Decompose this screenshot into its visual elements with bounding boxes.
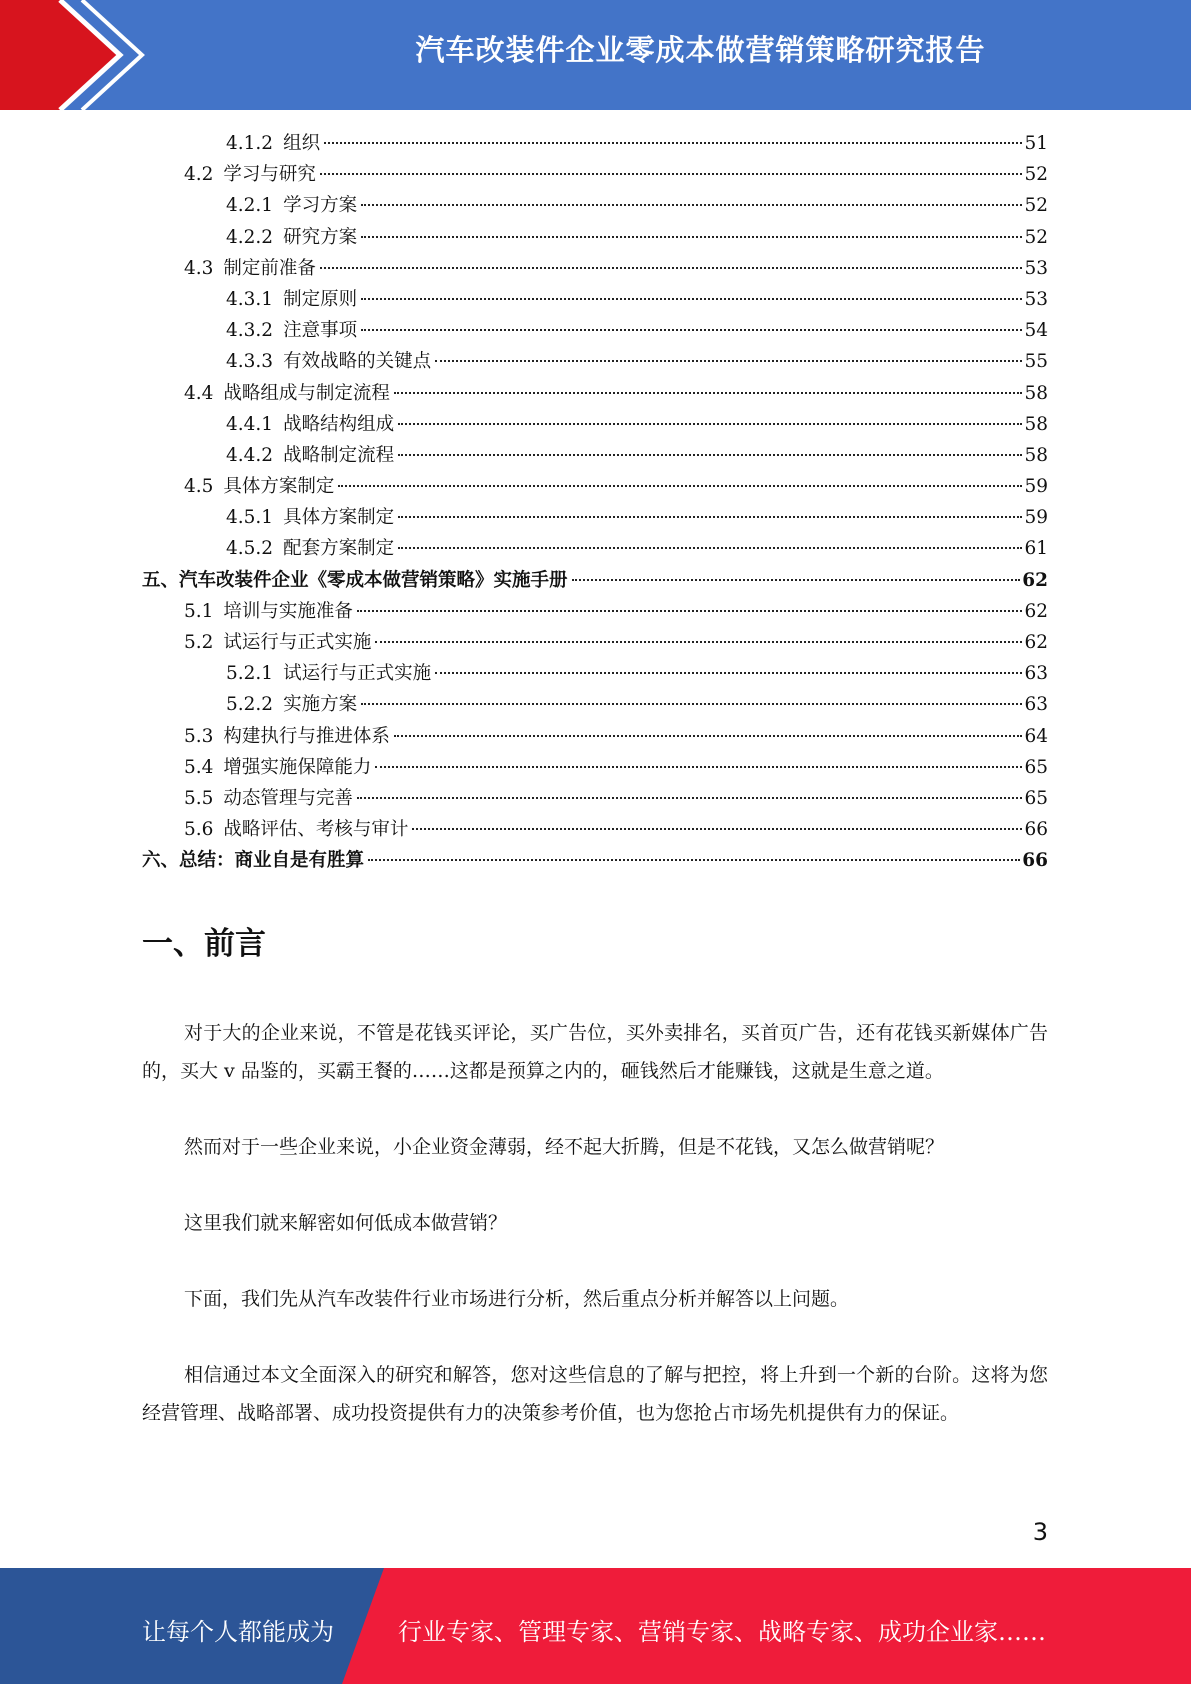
toc-entry-title: 战略组成与制定流程 bbox=[223, 382, 390, 404]
toc-entry[interactable] bbox=[142, 222, 1048, 253]
toc-entry-number: 5.3 bbox=[184, 725, 214, 747]
toc-entry-number: 五、 bbox=[142, 569, 180, 591]
toc-entry-page: 65 bbox=[1024, 787, 1048, 809]
toc-entry-title: 试运行与正式实施 bbox=[283, 663, 432, 685]
toc-dot-leader bbox=[361, 329, 1022, 331]
toc-entry-page: 63 bbox=[1024, 663, 1048, 685]
toc-entry-title: 学习与研究 bbox=[223, 164, 316, 186]
toc-entry[interactable] bbox=[142, 845, 1048, 876]
footer-slogan-right: 行业专家、管理专家、营销专家、战略专家、成功企业家…… bbox=[398, 1618, 1046, 1646]
toc-entry[interactable] bbox=[142, 471, 1048, 502]
toc-entry-title: 动态管理与完善 bbox=[223, 787, 353, 809]
toc-entry-number: 5.6 bbox=[184, 819, 214, 841]
toc-dot-leader bbox=[324, 142, 1022, 144]
toc-entry-title: 有效战略的关键点 bbox=[283, 351, 432, 373]
toc-entry-title: 战略制定流程 bbox=[283, 444, 395, 466]
toc-entry[interactable] bbox=[142, 658, 1048, 689]
toc-entry[interactable] bbox=[142, 783, 1048, 814]
toc-entry[interactable] bbox=[142, 565, 1048, 596]
toc-dot-leader bbox=[368, 859, 1020, 861]
toc-entry-title: 增强实施保障能力 bbox=[223, 756, 372, 778]
toc-entry[interactable] bbox=[142, 752, 1048, 783]
toc-entry-page: 51 bbox=[1024, 133, 1048, 154]
body-paragraph: 这里我们就来解密如何低成本做营销？ bbox=[184, 1212, 508, 1234]
toc-entry-page: 66 bbox=[1024, 819, 1048, 841]
toc-entry[interactable] bbox=[142, 190, 1048, 221]
toc-entry-title: 配套方案制定 bbox=[283, 538, 395, 560]
toc-entry[interactable] bbox=[142, 284, 1048, 315]
toc-entry[interactable] bbox=[142, 689, 1048, 720]
toc-dot-leader bbox=[435, 360, 1022, 362]
toc-entry-page: 58 bbox=[1024, 413, 1048, 435]
toc-entry-number: 4.5.1 bbox=[226, 507, 274, 529]
body-paragraph: 下面，我们先从汽车改装件行业市场进行分析，然后重点分析并解答以上问题。 bbox=[184, 1288, 850, 1310]
toc-entry-page: 66 bbox=[1022, 850, 1048, 872]
toc-entry-page: 54 bbox=[1024, 320, 1048, 342]
toc-entry-page: 55 bbox=[1024, 351, 1048, 373]
toc-entry-page: 52 bbox=[1024, 164, 1048, 186]
toc-entry-title: 制定原则 bbox=[283, 288, 358, 310]
toc-entry-number: 4.4.1 bbox=[226, 413, 274, 435]
toc-entry-number: 4.3.2 bbox=[226, 320, 274, 342]
toc-entry-number: 5.4 bbox=[184, 756, 214, 778]
toc-entry-title: 战略评估、考核与审计 bbox=[223, 819, 409, 841]
toc-dot-leader bbox=[361, 236, 1022, 238]
toc-entry[interactable] bbox=[142, 378, 1048, 409]
toc-dot-leader bbox=[357, 610, 1023, 612]
toc-entry-title: 总结：商业自是有胜算 bbox=[179, 850, 365, 872]
toc-entry-title: 研究方案 bbox=[283, 226, 358, 248]
toc-entry[interactable] bbox=[142, 502, 1048, 533]
toc-entry-page: 64 bbox=[1024, 725, 1048, 747]
toc-dot-leader bbox=[375, 641, 1022, 643]
toc-entry-title: 具体方案制定 bbox=[223, 476, 335, 498]
toc-entry-title: 培训与实施准备 bbox=[223, 600, 353, 622]
toc-entry-page: 58 bbox=[1024, 444, 1048, 466]
body-paragraph: 对于大的企业来说，不管是花钱买评论，买广告位，买外卖排名，买首页广告，还有花钱买新媒体广告的，买大 v 品鉴的，买霸王餐的……这都是预算之内的，砸钱然后才能赚钱，这就是生意之道。 bbox=[142, 1022, 1048, 1082]
page-footer bbox=[0, 1568, 1191, 1684]
toc-entry[interactable] bbox=[142, 253, 1048, 284]
toc-entry[interactable] bbox=[142, 315, 1048, 346]
toc-entry-title: 制定前准备 bbox=[223, 257, 316, 279]
toc-entry-page: 62 bbox=[1024, 632, 1048, 653]
toc-entry-number: 5.2 bbox=[184, 632, 214, 653]
toc-entry-page: 53 bbox=[1024, 257, 1048, 279]
page-number: 3 bbox=[1032, 1518, 1048, 1546]
section-body bbox=[142, 1014, 1048, 1470]
toc-entry-title: 战略结构组成 bbox=[283, 413, 395, 435]
toc-dot-leader bbox=[398, 423, 1022, 425]
toc-entry-page: 59 bbox=[1024, 507, 1048, 529]
toc-entry-number: 4.2.1 bbox=[226, 195, 274, 217]
toc-dot-leader bbox=[398, 454, 1022, 456]
toc-entry-page: 59 bbox=[1024, 476, 1048, 498]
body-paragraph: 然而对于一些企业来说，小企业资金薄弱，经不起大折腾，但是不花钱，又怎么做营销呢？ bbox=[184, 1136, 945, 1158]
toc-entry-number: 4.2 bbox=[184, 164, 214, 186]
toc-entry[interactable] bbox=[142, 409, 1048, 440]
toc-entry-title: 汽车改装件企业《零成本做营销策略》实施手册 bbox=[179, 569, 568, 591]
toc-dot-leader bbox=[375, 766, 1022, 768]
toc-entry[interactable] bbox=[142, 159, 1048, 190]
toc-entry-number: 4.4 bbox=[184, 382, 214, 404]
report-title: 汽车改装件企业零成本做营销策略研究报告 bbox=[415, 33, 986, 67]
toc-dot-leader bbox=[361, 298, 1022, 300]
toc-dot-leader bbox=[572, 579, 1021, 581]
toc-entry-number: 4.5 bbox=[184, 476, 214, 498]
toc-entry-number: 4.1.2 bbox=[226, 133, 274, 154]
toc-entry-number: 4.3.1 bbox=[226, 288, 274, 310]
toc-dot-leader bbox=[361, 204, 1022, 206]
toc-entry-number: 5.2.1 bbox=[226, 663, 274, 685]
toc-entry-page: 61 bbox=[1024, 538, 1048, 560]
toc-entry[interactable] bbox=[142, 346, 1048, 377]
toc-dot-leader bbox=[361, 703, 1022, 705]
toc-entry-page: 53 bbox=[1024, 288, 1048, 310]
toc-entry-number: 4.4.2 bbox=[226, 444, 274, 466]
toc-dot-leader bbox=[320, 267, 1023, 269]
toc-entry[interactable] bbox=[142, 440, 1048, 471]
toc-entry-title: 实施方案 bbox=[283, 694, 358, 716]
toc-dot-leader bbox=[398, 516, 1022, 518]
toc-entry-title: 组织 bbox=[283, 133, 321, 154]
toc-entry-title: 注意事项 bbox=[283, 320, 358, 342]
toc-entry-number: 4.3.3 bbox=[226, 351, 274, 373]
toc-dot-leader bbox=[320, 173, 1023, 175]
toc-entry-page: 52 bbox=[1024, 195, 1048, 217]
body-paragraph: 相信通过本文全面深入的研究和解答，您对这些信息的了解与把控，将上升到一个新的台阶。这将为您经营管理、战略部署、成功投资提供有力的决策参考价值，也为您抢占市场先机提供有力的保证。 bbox=[142, 1364, 1048, 1424]
toc-entry-page: 63 bbox=[1024, 694, 1048, 716]
toc-entry-page: 62 bbox=[1024, 600, 1048, 622]
toc-dot-leader bbox=[394, 735, 1023, 737]
toc-entry[interactable] bbox=[142, 721, 1048, 752]
toc-entry-number: 4.5.2 bbox=[226, 538, 274, 560]
toc-entry-title: 试运行与正式实施 bbox=[223, 632, 372, 653]
toc-dot-leader bbox=[357, 797, 1023, 799]
toc-entry-title: 具体方案制定 bbox=[283, 507, 395, 529]
toc-entry-title: 学习方案 bbox=[283, 195, 358, 217]
toc-entry[interactable] bbox=[142, 627, 1048, 658]
toc-entry-page: 65 bbox=[1024, 756, 1048, 778]
toc-dot-leader bbox=[412, 828, 1022, 830]
toc-entry-number: 5.2.2 bbox=[226, 694, 274, 716]
page-header bbox=[0, 0, 1191, 110]
toc-entry-number: 5.1 bbox=[184, 600, 214, 622]
toc-entry-number: 4.3 bbox=[184, 257, 214, 279]
toc-entry-number: 5.5 bbox=[184, 787, 214, 809]
table-of-contents bbox=[142, 128, 1048, 877]
toc-entry-page: 52 bbox=[1024, 226, 1048, 248]
toc-entry[interactable] bbox=[142, 128, 1048, 159]
toc-dot-leader bbox=[435, 672, 1022, 674]
toc-entry[interactable] bbox=[142, 533, 1048, 564]
toc-entry-page: 62 bbox=[1022, 569, 1048, 591]
toc-entry-number: 4.2.2 bbox=[226, 226, 274, 248]
toc-dot-leader bbox=[394, 392, 1023, 394]
footer-slogan-left: 让每个人都能成为 bbox=[142, 1618, 334, 1646]
toc-entry-title: 构建执行与推进体系 bbox=[223, 725, 390, 747]
toc-entry-number: 六、 bbox=[142, 850, 180, 872]
toc-entry-page: 58 bbox=[1024, 382, 1048, 404]
toc-entry[interactable] bbox=[142, 814, 1048, 845]
toc-entry[interactable] bbox=[142, 596, 1048, 627]
section-heading: 一、前言 bbox=[142, 926, 266, 962]
toc-dot-leader bbox=[338, 485, 1022, 487]
toc-dot-leader bbox=[398, 547, 1022, 549]
